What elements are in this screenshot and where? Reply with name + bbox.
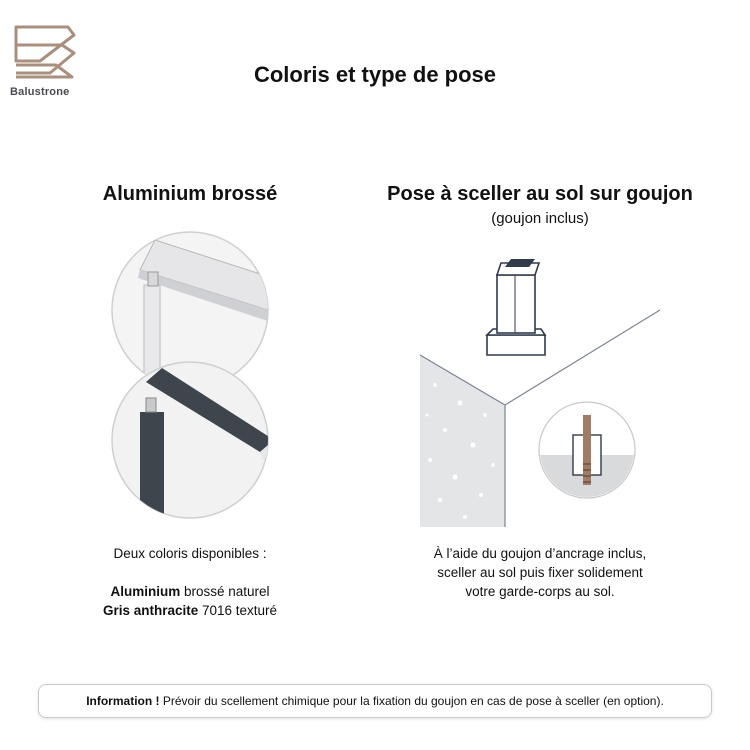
installation-subheading: (goujon inclus) — [491, 210, 589, 227]
color-option-aluminium-name: Aluminium — [110, 584, 181, 599]
floor-anchor-illustration — [415, 255, 665, 527]
colors-description — [70, 544, 310, 620]
information-text: Prévoir du scellement chimique pour la fixation du goujon en cas de pose à sceller (en option). — [162, 694, 664, 708]
color-option-anthracite-detail: 7016 texturé — [202, 603, 278, 618]
anthracite-grey-swatch — [110, 360, 270, 520]
color-option-anthracite-name: Gris anthracite — [102, 603, 199, 618]
color-option-aluminium-detail: brossé naturel — [183, 584, 270, 599]
brand-name: Balustrone — [10, 86, 70, 98]
installation-heading: Pose à sceller au sol sur goujon — [387, 183, 693, 205]
installation-line-1: À l’aide du goujon d’ancrage inclus, — [433, 546, 647, 561]
information-box — [38, 684, 712, 718]
page-title: Coloris et type de pose — [253, 62, 497, 87]
colors-intro: Deux coloris disponibles : — [113, 546, 267, 561]
color-option-aluminium — [70, 582, 310, 601]
installation-line-2: sceller au sol puis fixer solidement — [437, 565, 643, 580]
information-label: Information ! — [86, 694, 160, 708]
installation-description — [380, 544, 700, 601]
aluminium-heading: Aluminium brossé — [102, 183, 278, 205]
installation-line-3: votre garde-corps au sol. — [465, 584, 615, 599]
color-option-anthracite — [70, 601, 310, 620]
